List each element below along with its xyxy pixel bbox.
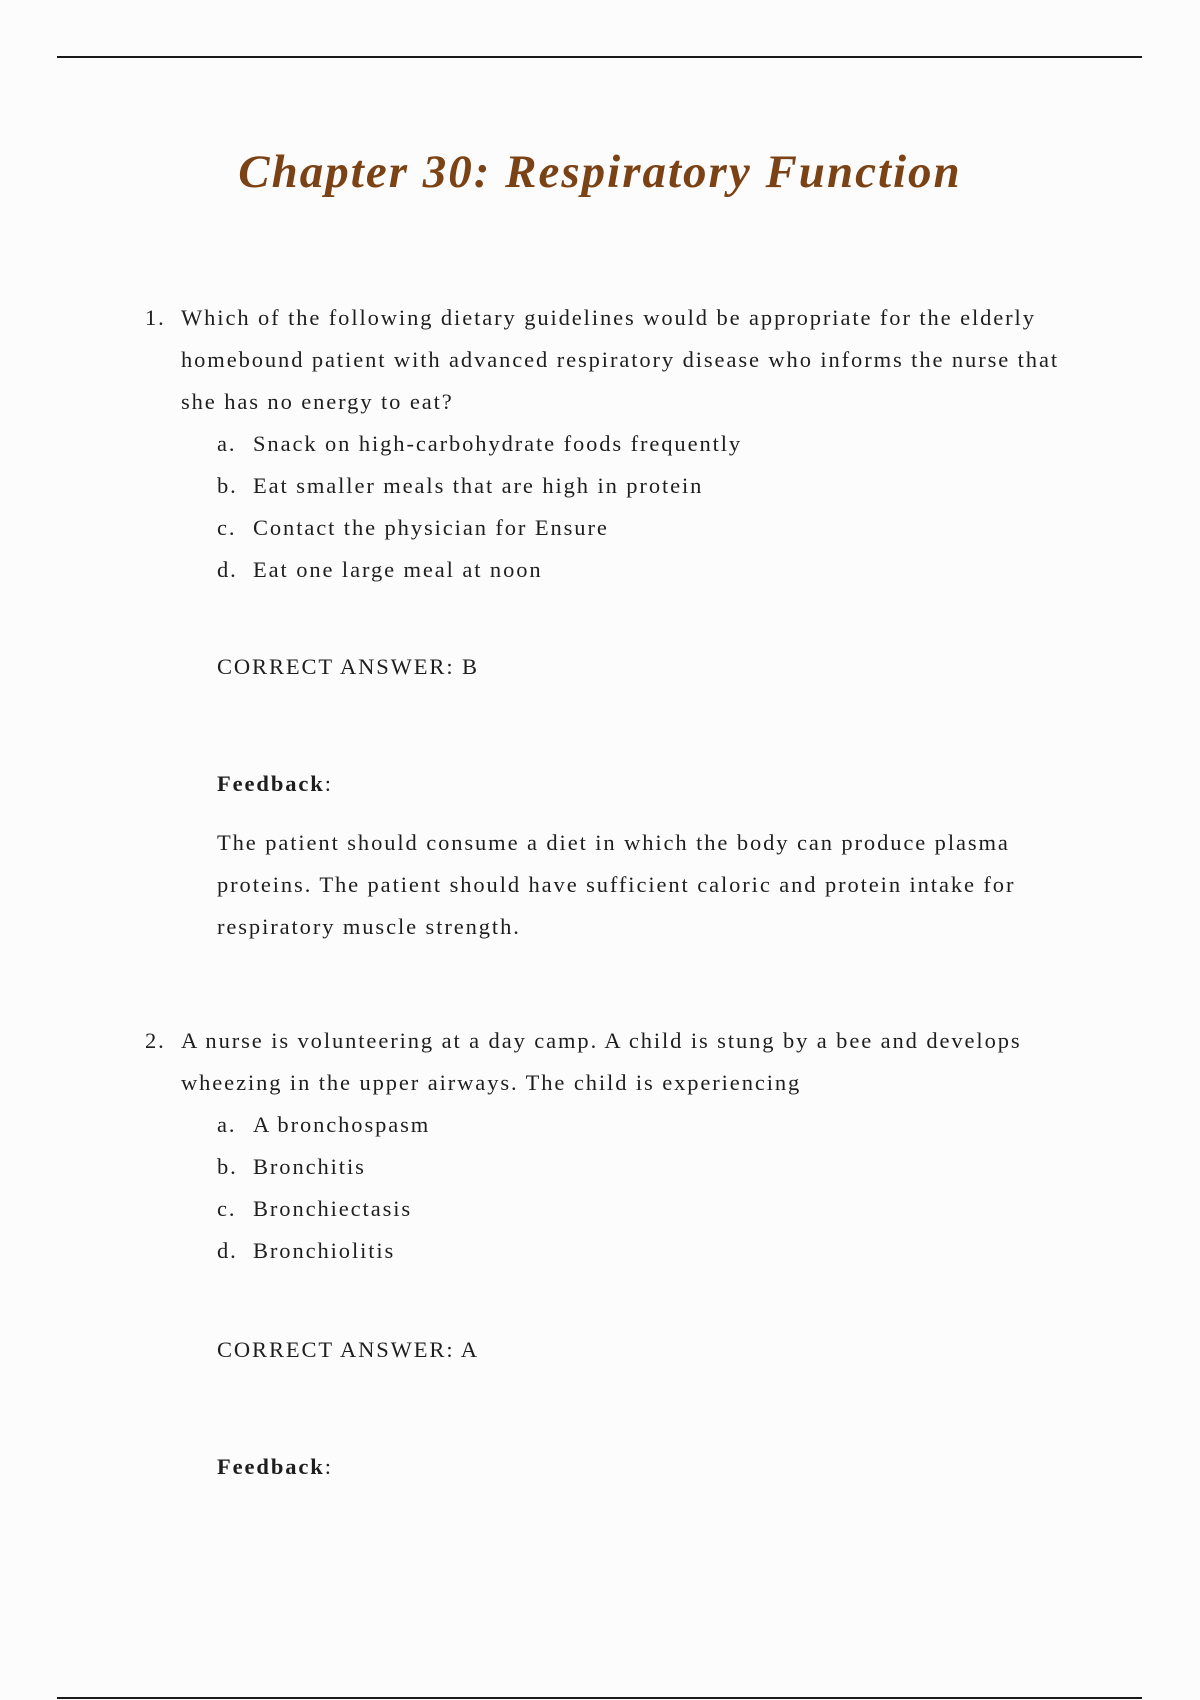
feedback-label: Feedback bbox=[217, 1454, 325, 1479]
option-letter: c. bbox=[217, 515, 237, 540]
bottom-rule bbox=[57, 1697, 1142, 1699]
option-a bbox=[217, 1104, 1075, 1146]
option-a bbox=[217, 423, 1075, 465]
question-2 bbox=[145, 1020, 1075, 1272]
question-1-stem-row bbox=[145, 297, 1075, 423]
option-letter: a. bbox=[217, 1112, 237, 1137]
feedback-colon: : bbox=[324, 771, 333, 796]
option-text: Eat smaller meals that are high in protein bbox=[253, 473, 704, 498]
option-d bbox=[217, 1230, 1075, 1272]
option-letter: d. bbox=[217, 1238, 238, 1263]
option-b bbox=[217, 465, 1075, 507]
question-stem: A nurse is volunteering at a day camp. A child is stung by a bee and develops wheezing in the upper airways. The child is experiencing bbox=[181, 1028, 1022, 1095]
option-letter: d. bbox=[217, 557, 238, 582]
question-stem: Which of the following dietary guidelines would be appropriate for the elderly homebound patient with advanced respiratory disease who informs the nurse that she has no energy to eat? bbox=[181, 305, 1059, 414]
option-text: Bronchitis bbox=[253, 1154, 366, 1179]
correct-answer: CORRECT ANSWER: A bbox=[217, 1337, 479, 1362]
feedback-text: The patient should consume a diet in which the body can produce plasma proteins. The patient should have sufficient caloric and protein intake for respiratory muscle strength. bbox=[217, 830, 1016, 939]
question-number: 1. bbox=[145, 305, 166, 330]
answer-options bbox=[145, 1104, 1075, 1272]
feedback-heading bbox=[217, 1446, 333, 1488]
option-text: A bronchospasm bbox=[253, 1112, 431, 1137]
option-c bbox=[217, 507, 1075, 549]
feedback-heading bbox=[217, 763, 333, 805]
option-letter: b. bbox=[217, 473, 238, 498]
correct-answer: CORRECT ANSWER: B bbox=[217, 654, 479, 679]
question-number: 2. bbox=[145, 1028, 166, 1053]
answer-options bbox=[145, 423, 1075, 591]
option-c bbox=[217, 1188, 1075, 1230]
feedback-colon: : bbox=[324, 1454, 333, 1479]
option-d bbox=[217, 549, 1075, 591]
question-2-stem-row bbox=[145, 1020, 1075, 1104]
chapter-title: Chapter 30: Respiratory Function bbox=[238, 146, 962, 198]
option-letter: a. bbox=[217, 431, 237, 456]
option-text: Contact the physician for Ensure bbox=[253, 515, 609, 540]
option-text: Snack on high-carbohydrate foods frequently bbox=[253, 431, 743, 456]
option-b bbox=[217, 1146, 1075, 1188]
top-rule bbox=[57, 56, 1142, 58]
option-text: Bronchiolitis bbox=[253, 1238, 396, 1263]
option-text: Eat one large meal at noon bbox=[253, 557, 543, 582]
question-1 bbox=[145, 297, 1075, 591]
feedback-label: Feedback bbox=[217, 771, 325, 796]
option-letter: c. bbox=[217, 1196, 237, 1221]
option-text: Bronchiectasis bbox=[253, 1196, 413, 1221]
option-letter: b. bbox=[217, 1154, 238, 1179]
